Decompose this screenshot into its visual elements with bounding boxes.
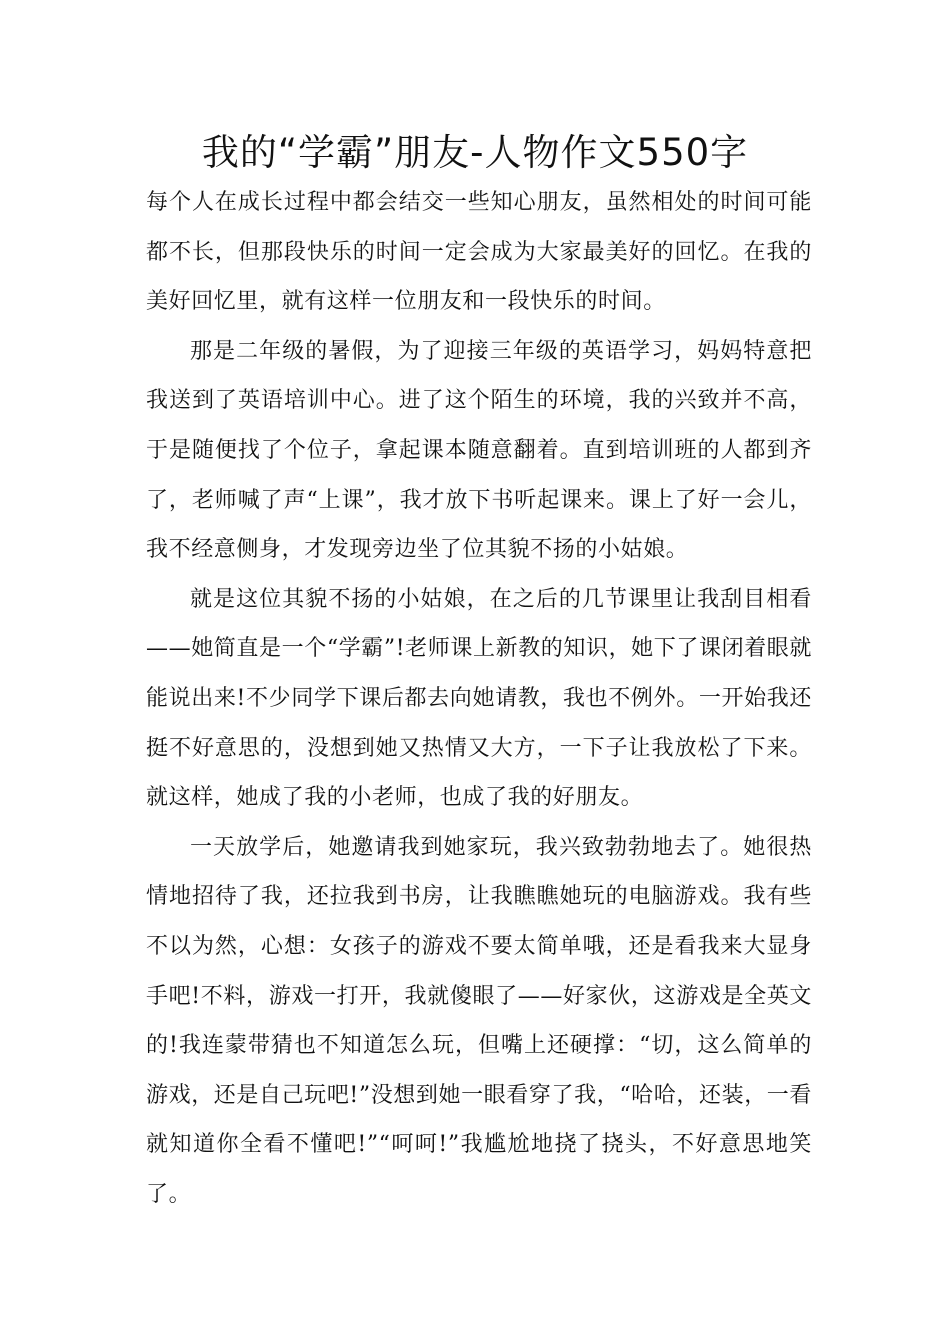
paragraph-4: 一天放学后，她邀请我到她家玩，我兴致勃勃地去了。她很热情地招待了我，还拉我到书房，让我瞧瞧她玩的电脑游戏。我有些不以为然，心想：女孩子的游戏不要太简单哦，还是看我来大显身手吧!不料，游戏一打开，我就傻眼了——好家伙，这游戏是全英文的!我连蒙带猜也不知道怎么玩，但嘴上还硬撑：“切，这么简单的游戏，还是自己玩吧!”没想到她一眼看穿了我，“哈哈，还装，一看就知道你全看不懂吧!”“呵呵!”我尴尬地挠了挠头，不好意思地笑了。 <box>146 834 812 1207</box>
article-body <box>146 178 812 1219</box>
paragraph-3: 就是这位其貌不扬的小姑娘，在之后的几节课里让我刮目相看——她简直是一个“学霸”!老师课上新教的知识，她下了课闭着眼就能说出来!不少同学下课后都去向她请教，我也不例外。一开始我还挺不好意思的，没想到她又热情又大方，一下子让我放松了下来。就这样，她成了我的小老师，也成了我的好朋友。 <box>146 586 812 811</box>
paragraph-1: 每个人在成长过程中都会结交一些知心朋友，虽然相处的时间可能都不长，但那段快乐的时间一定会成为大家最美好的回忆。在我的美好回忆里，就有这样一位朋友和一段快乐的时间。 <box>146 190 812 315</box>
document-title: 我的“学霸”朋友-人物作文550字 <box>201 131 749 174</box>
paragraph-2: 那是二年级的暑假，为了迎接三年级的英语学习，妈妈特意把我送到了英语培训中心。进了这个陌生的环境，我的兴致并不高，于是随便找了个位子，拿起课本随意翻着。直到培训班的人都到齐了，老师喊了声“上课”，我才放下书听起课来。课上了好一会儿，我不经意侧身，才发现旁边坐了位其貌不扬的小姑娘。 <box>146 338 812 563</box>
